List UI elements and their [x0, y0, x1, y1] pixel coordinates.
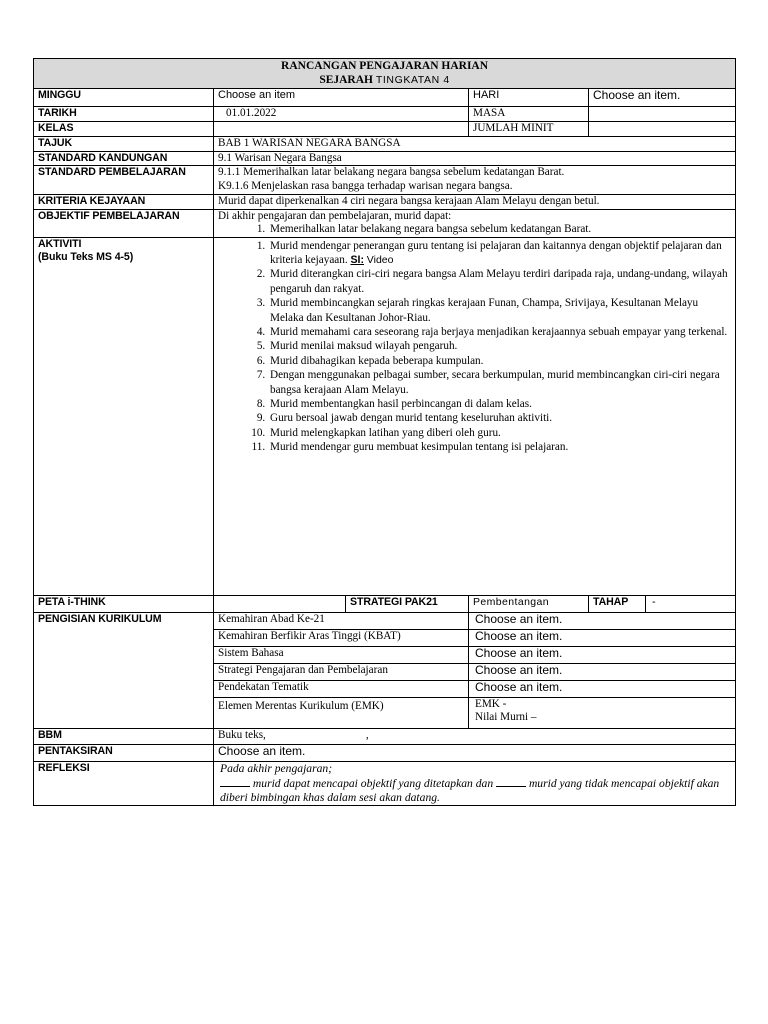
standard-pembelajaran-line2: K9.1.6 Menjelaskan rasa bangga terhadap warisan negara bangsa. [218, 179, 513, 192]
aktiviti-list-cell [214, 237, 736, 595]
pengisian-item-name: Sistem Bahasa [214, 646, 469, 663]
hari-dropdown[interactable]: Choose an item. [589, 89, 736, 107]
standard-pembelajaran-line1: 9.1.1 Memerihalkan latar belakang negara bangsa sebelum kedatangan Barat. [218, 166, 565, 178]
objektif-item: 1. Memerihalkan latar belakang negara bangsa sebelum kedatangan Barat. [268, 223, 731, 237]
kelas-label: KELAS [34, 122, 214, 137]
jumlah-minit-value[interactable] [589, 122, 736, 137]
aktiviti-item: 9. Guru bersoal jawab dengan murid tentang keseluruhan aktiviti. [268, 411, 731, 425]
peta-ithink-label: PETA i-THINK [34, 595, 214, 612]
aktiviti-item: 10. Murid melengkapkan latihan yang diberi oleh guru. [268, 426, 731, 440]
pengisian-item-name: Kemahiran Abad Ke-21 [214, 612, 469, 629]
standard-pembelajaran-label: STANDARD PEMBELAJARAN [34, 166, 214, 195]
objektif-label: OBJEKTIF PEMBELAJARAN [34, 209, 214, 237]
aktiviti-list [218, 239, 731, 455]
tahap-label: TAHAP [589, 596, 646, 612]
kelas-value[interactable] [214, 122, 469, 137]
minggu-label: MINGGU [34, 89, 214, 107]
bbm-text: Buku teks, [218, 728, 266, 741]
aktiviti-item: 5. Murid menilai maksud wilayah pengaruh. [268, 339, 731, 353]
aktiviti-item: 7. Dengan menggunakan pelbagai sumber, secara berkumpulan, murid membincangkan ciri-ciri negara bangsa kerajaan Alam Melayu. [268, 368, 731, 397]
kriteria-value: Murid dapat diperkenalkan 4 ciri negara bangsa kerajaan Alam Melayu dengan betul. [214, 195, 736, 210]
refleksi-value[interactable] [214, 761, 736, 805]
refleksi-part-a: murid dapat mencapai objektif yang ditetapkan dan [252, 776, 494, 790]
emk-value[interactable] [469, 697, 736, 728]
tarikh-value[interactable]: 01.01.2022 [214, 107, 469, 122]
refleksi-part-b: murid yang tidak mencapai objektif akan diberi bimbingan khas dalam sesi akan datang. [220, 776, 720, 804]
pengisian-dropdown[interactable]: Choose an item. [469, 612, 736, 629]
plan-subject: SEJARAH [319, 74, 373, 86]
pentaksiran-label: PENTAKSIRAN [34, 744, 214, 761]
nilai-murni-line: Nilai Murni – [475, 711, 537, 723]
objektif-intro: Di akhir pengajaran dan pembelajaran, murid dapat: [218, 209, 452, 222]
refleksi-blank[interactable] [496, 776, 526, 787]
pengisian-kurikulum-label: PENGISIAN KURIKULUM [34, 612, 214, 728]
aktiviti-sublabel: (Buku Teks MS 4-5) [38, 251, 134, 263]
bbm-separator: , [365, 728, 369, 741]
standard-kandungan-value: 9.1 Warisan Negara Bangsa [214, 151, 736, 166]
emk-line: EMK - [475, 697, 507, 710]
pengisian-item-name: Strategi Pengajaran dan Pembelajaran [214, 663, 469, 680]
jumlah-minit-label: JUMLAH MINIT [469, 122, 589, 137]
pentaksiran-dropdown[interactable]: Choose an item. [214, 744, 736, 761]
pengisian-item-name: Kemahiran Berfikir Aras Tinggi (KBAT) [214, 629, 469, 646]
aktiviti-item: 1. Murid mendengar penerangan guru tentang isi pelajaran dan kaitannya dengan objektif pelajaran dan kriteria kejayaan. SI: Video [268, 239, 731, 268]
refleksi-label: REFLEKSI [34, 761, 214, 805]
plan-header [34, 59, 736, 89]
aktiviti-item: 6. Murid dibahagikan kepada beberapa kumpulan. [268, 354, 731, 368]
tahap-dropdown[interactable]: - [652, 595, 656, 608]
tajuk-value: BAB 1 WARISAN NEGARA BANGSA [214, 136, 736, 151]
plan-form: TINGKATAN 4 [375, 74, 450, 86]
tajuk-label: TAJUK [34, 136, 214, 151]
bbm-value[interactable] [214, 728, 736, 744]
hari-label: HARI [469, 89, 589, 107]
aktiviti-item: 8. Murid membentangkan hasil perbincangan di dalam kelas. [268, 397, 731, 411]
lesson-plan-sheet [33, 58, 735, 806]
minggu-dropdown[interactable]: Choose an item [214, 89, 469, 107]
si-value[interactable]: Video [366, 253, 394, 266]
aktiviti-label-cell [34, 237, 214, 595]
aktiviti-label: AKTIVITI [38, 237, 82, 250]
si-label: SI: [350, 253, 364, 266]
aktiviti-item: 4. Murid memahami cara seseorang raja berjaya menjadikan kerajaannya sebuah empayar yang terkenal. [268, 325, 731, 339]
masa-value[interactable] [589, 107, 736, 122]
aktiviti-item: 2. Murid diterangkan ciri-ciri negara bangsa Alam Melayu terdiri daripada raja, undang-undang, wilayah pengaruh dan rakyat. [268, 267, 731, 296]
pengisian-dropdown[interactable]: Choose an item. [469, 629, 736, 646]
refleksi-intro: Pada akhir pengajaran; [220, 761, 333, 775]
peta-ithink-value[interactable] [214, 595, 346, 612]
strategi-pak21-dropdown[interactable]: Pembentangan [469, 595, 589, 612]
pengisian-dropdown[interactable]: Choose an item. [469, 680, 736, 697]
pengisian-dropdown[interactable]: Choose an item. [469, 646, 736, 663]
standard-kandungan-label: STANDARD KANDUNGAN [34, 151, 214, 166]
strategi-pak21-label: STRATEGI PAK21 [346, 595, 469, 612]
pengisian-dropdown[interactable]: Choose an item. [469, 663, 736, 680]
aktiviti-item: 3. Murid membincangkan sejarah ringkas kerajaan Funan, Champa, Srivijaya, Kesultanan Melayu Melaka dan Kesultanan Johor-Riau. [268, 296, 731, 325]
plan-title: RANCANGAN PENGAJARAN HARIAN [281, 60, 489, 72]
tarikh-label: TARIKH [34, 107, 214, 122]
masa-label: MASA [469, 107, 589, 122]
standard-pembelajaran-value [214, 166, 736, 195]
emk-name: Elemen Merentas Kurikulum (EMK) [214, 697, 469, 728]
kriteria-label: KRITERIA KEJAYAAN [34, 195, 214, 210]
objektif-value [214, 209, 736, 237]
lesson-plan-table [33, 58, 736, 806]
bbm-label: BBM [34, 728, 214, 744]
pengisian-item-name: Pendekatan Tematik [214, 680, 469, 697]
refleksi-blank[interactable] [220, 776, 250, 787]
aktiviti-item: 11. Murid mendengar guru membuat kesimpulan tentang isi pelajaran. [268, 440, 731, 454]
